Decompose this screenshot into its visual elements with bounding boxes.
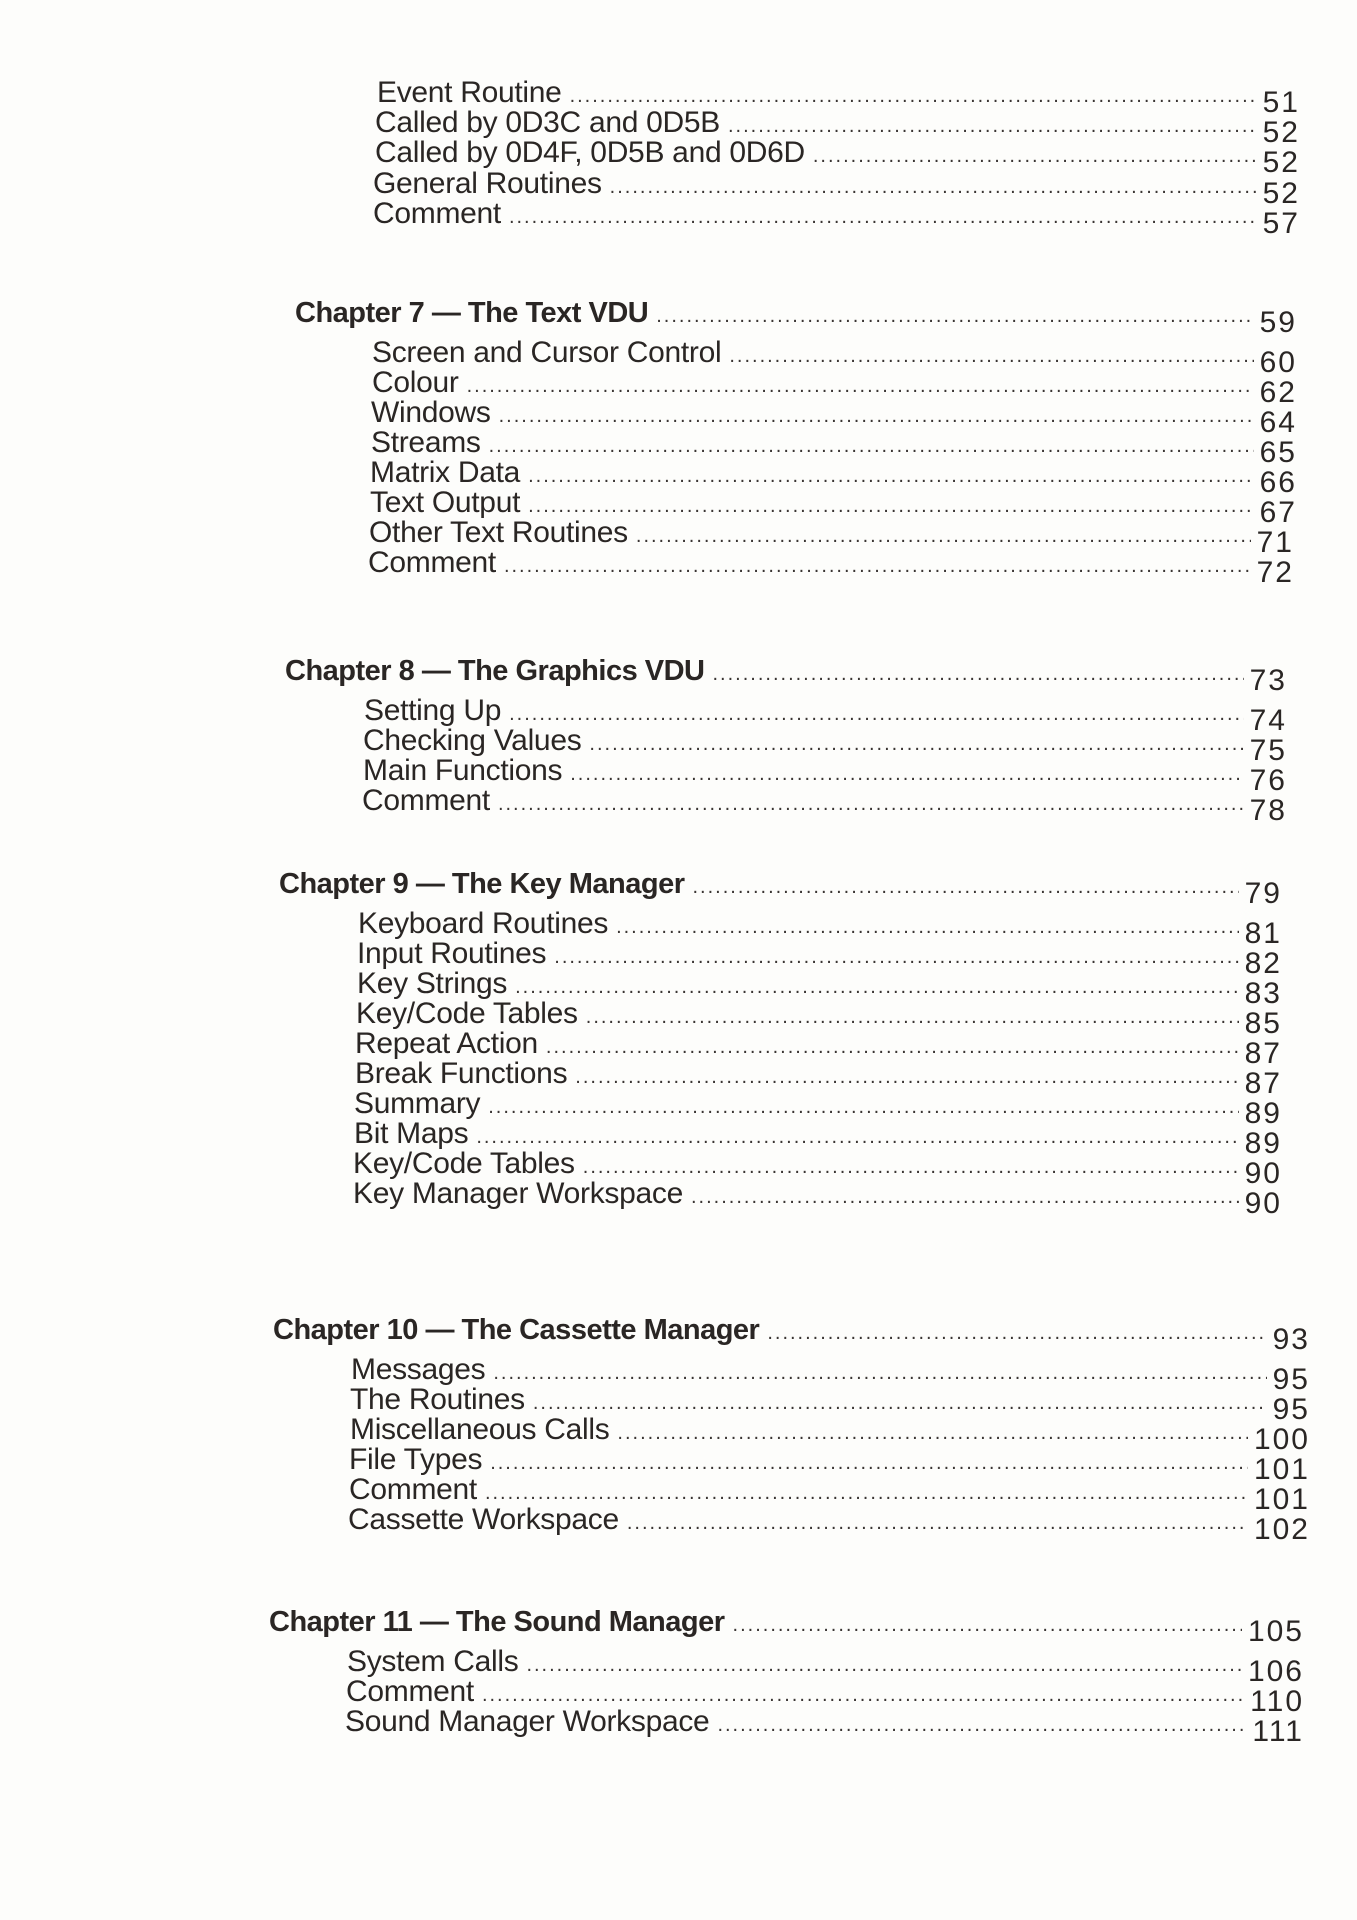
dot-leader (504, 555, 1251, 578)
dot-leader (627, 1512, 1248, 1535)
toc-entry (373, 167, 1300, 210)
entry-title: Checking Values (363, 724, 582, 757)
toc-entry (355, 1027, 1282, 1070)
entry-title: Break Functions (355, 1057, 568, 1090)
page-number: 106 (1247, 1655, 1304, 1688)
toc-entry (373, 197, 1300, 240)
page-number: 65 (1259, 436, 1297, 469)
dot-leader (767, 1322, 1266, 1345)
dot-leader (482, 1684, 1244, 1707)
page-number: 67 (1259, 496, 1297, 529)
toc-chapter-heading (279, 867, 1282, 910)
page-number: 76 (1249, 764, 1287, 797)
dot-leader (717, 1714, 1246, 1737)
entry-title: Streams (371, 426, 481, 459)
toc-entry (349, 1473, 1310, 1516)
page-number: 101 (1253, 1453, 1310, 1486)
page-number: 78 (1249, 794, 1287, 827)
dot-leader (493, 1362, 1266, 1385)
page-number: 52 (1262, 116, 1300, 149)
page-number: 90 (1244, 1187, 1282, 1220)
entry-title: Key Manager Workspace (353, 1177, 683, 1210)
page-number: 90 (1244, 1157, 1282, 1190)
toc-entry (372, 336, 1297, 379)
dot-leader (526, 1654, 1242, 1677)
toc-entry (348, 1503, 1310, 1546)
dot-leader (528, 465, 1254, 488)
toc-entry (355, 1057, 1282, 1100)
page-number: 51 (1262, 86, 1300, 119)
dot-leader (729, 345, 1253, 368)
dot-leader (509, 206, 1257, 229)
toc-entry (363, 754, 1287, 797)
dot-leader (554, 946, 1238, 969)
page-number: 95 (1272, 1363, 1310, 1396)
dot-leader (515, 976, 1239, 999)
page-number: 59 (1259, 306, 1297, 339)
dot-leader (575, 1066, 1238, 1089)
entry-title: Sound Manager Workspace (345, 1705, 710, 1738)
dot-leader (533, 1392, 1267, 1415)
entry-title: Keyboard Routines (358, 907, 609, 940)
toc-entry (353, 1177, 1282, 1220)
entry-title: Main Functions (363, 754, 563, 787)
dot-leader (586, 1006, 1239, 1029)
toc-entry (375, 106, 1300, 149)
chapter-title: Chapter 10 — The Cassette Manager (273, 1314, 760, 1346)
toc-entry (371, 426, 1297, 469)
chapter-title: Chapter 7 — The Text VDU (295, 297, 649, 329)
dot-leader (498, 793, 1244, 816)
entry-title: Text Output (370, 486, 521, 519)
toc-entry (347, 1645, 1304, 1688)
toc-entry (362, 784, 1287, 827)
entry-title: File Types (349, 1443, 483, 1476)
entry-title: Bit Maps (354, 1117, 469, 1150)
toc-entry (354, 1087, 1282, 1130)
page-number: 89 (1244, 1097, 1282, 1130)
dot-leader (617, 1422, 1248, 1445)
toc-entry (350, 1383, 1310, 1426)
toc-entry (356, 997, 1282, 1040)
entry-title: Colour (372, 366, 459, 399)
entry-title: Comment (362, 784, 490, 817)
entry-title: Messages (351, 1353, 486, 1386)
toc-entry (372, 366, 1297, 409)
entry-title: Input Routines (357, 937, 547, 970)
toc-entry (357, 937, 1282, 980)
toc-entry (358, 907, 1282, 950)
entry-title: Called by 0D4F, 0D5B and 0D6D (375, 136, 805, 169)
page-number: 89 (1244, 1127, 1282, 1160)
page-number: 87 (1244, 1037, 1282, 1070)
toc-chapter-heading (269, 1605, 1304, 1648)
page-number: 100 (1253, 1423, 1310, 1456)
toc-entry (346, 1675, 1304, 1718)
dot-leader (733, 1614, 1242, 1637)
entry-title: System Calls (347, 1645, 519, 1678)
toc-chapter-heading (285, 654, 1287, 697)
dot-leader (546, 1036, 1239, 1059)
entry-title: Screen and Cursor Control (372, 336, 722, 369)
dot-leader (583, 1156, 1239, 1179)
page-number: 52 (1262, 177, 1300, 210)
entry-title: Comment (368, 546, 496, 579)
dot-leader (488, 1096, 1238, 1119)
dot-leader (728, 115, 1257, 138)
entry-title: The Routines (350, 1383, 525, 1416)
toc-entry (375, 136, 1300, 179)
page-number: 64 (1259, 406, 1297, 439)
page-number: 62 (1259, 376, 1297, 409)
chapter-title: Chapter 9 — The Key Manager (279, 868, 685, 900)
page-number: 87 (1244, 1067, 1282, 1100)
page-number: 74 (1249, 704, 1287, 737)
page-number: 57 (1262, 207, 1300, 240)
page-number: 85 (1244, 1007, 1282, 1040)
page-number: 102 (1253, 1513, 1310, 1546)
dot-leader (490, 1452, 1248, 1475)
toc-entry (354, 1117, 1282, 1160)
page-number: 52 (1262, 146, 1300, 179)
page-number: 72 (1256, 556, 1294, 589)
entry-title: Comment (346, 1675, 474, 1708)
page-number: 93 (1272, 1323, 1310, 1356)
page-number: 101 (1253, 1483, 1310, 1516)
entry-title: Summary (354, 1087, 481, 1120)
entry-title: Key/Code Tables (356, 997, 578, 1030)
dot-leader (636, 525, 1251, 548)
chapter-title: Chapter 11 — The Sound Manager (269, 1606, 725, 1638)
page-number: 95 (1272, 1393, 1310, 1426)
entry-title: Other Text Routines (369, 516, 628, 549)
page-number: 79 (1244, 877, 1282, 910)
entry-title: Called by 0D3C and 0D5B (375, 106, 720, 139)
dot-leader (616, 916, 1239, 939)
dot-leader (610, 176, 1257, 199)
toc-entry (350, 1413, 1310, 1456)
dot-leader (691, 1186, 1239, 1209)
toc-entry (345, 1705, 1304, 1748)
dot-leader (476, 1126, 1238, 1149)
page-number: 75 (1249, 734, 1287, 767)
dot-leader (499, 405, 1254, 428)
toc-entry (368, 546, 1294, 589)
entry-title: Windows (371, 396, 491, 429)
dot-leader (656, 305, 1253, 328)
page-number: 110 (1250, 1685, 1304, 1718)
toc-entry (377, 76, 1300, 119)
toc-entry (370, 486, 1297, 529)
toc-entry (371, 396, 1297, 439)
entry-title: Matrix Data (370, 456, 521, 489)
toc-chapter-heading (273, 1313, 1310, 1356)
dot-leader (713, 663, 1244, 686)
page-number: 82 (1244, 947, 1282, 980)
dot-leader (485, 1482, 1248, 1505)
dot-leader (489, 435, 1254, 458)
toc-entry (364, 694, 1287, 737)
entry-title: Comment (349, 1473, 477, 1506)
entry-title: Setting Up (364, 694, 502, 727)
entry-title: Key Strings (357, 967, 508, 1000)
toc-entry (370, 456, 1297, 499)
page-number: 66 (1259, 466, 1297, 499)
toc-entry (369, 516, 1294, 559)
entry-title: Key/Code Tables (353, 1147, 575, 1180)
page-number: 73 (1249, 664, 1287, 697)
entry-title: Comment (373, 197, 501, 230)
page-number: 111 (1252, 1715, 1304, 1748)
dot-leader (813, 145, 1257, 168)
page-number: 71 (1256, 526, 1294, 559)
toc-chapter-heading (295, 296, 1297, 339)
dot-leader (509, 703, 1244, 726)
toc-entry (363, 724, 1287, 767)
dot-leader (693, 876, 1239, 899)
dot-leader (467, 375, 1254, 398)
page-number: 81 (1244, 917, 1282, 950)
toc-entry (349, 1443, 1310, 1486)
page-number: 83 (1244, 977, 1282, 1010)
dot-leader (570, 85, 1257, 108)
toc-entry (357, 967, 1282, 1010)
toc-entry (351, 1353, 1310, 1396)
entry-title: General Routines (373, 167, 602, 200)
chapter-title: Chapter 8 — The Graphics VDU (285, 655, 705, 687)
dot-leader (528, 495, 1254, 518)
entry-title: Repeat Action (355, 1027, 538, 1060)
entry-title: Event Routine (377, 76, 562, 109)
entry-title: Cassette Workspace (348, 1503, 619, 1536)
toc-entry (353, 1147, 1282, 1190)
entry-title: Miscellaneous Calls (350, 1413, 610, 1446)
page-number: 105 (1247, 1615, 1304, 1648)
page-number: 60 (1259, 346, 1297, 379)
dot-leader (589, 733, 1243, 756)
dot-leader (570, 763, 1243, 786)
